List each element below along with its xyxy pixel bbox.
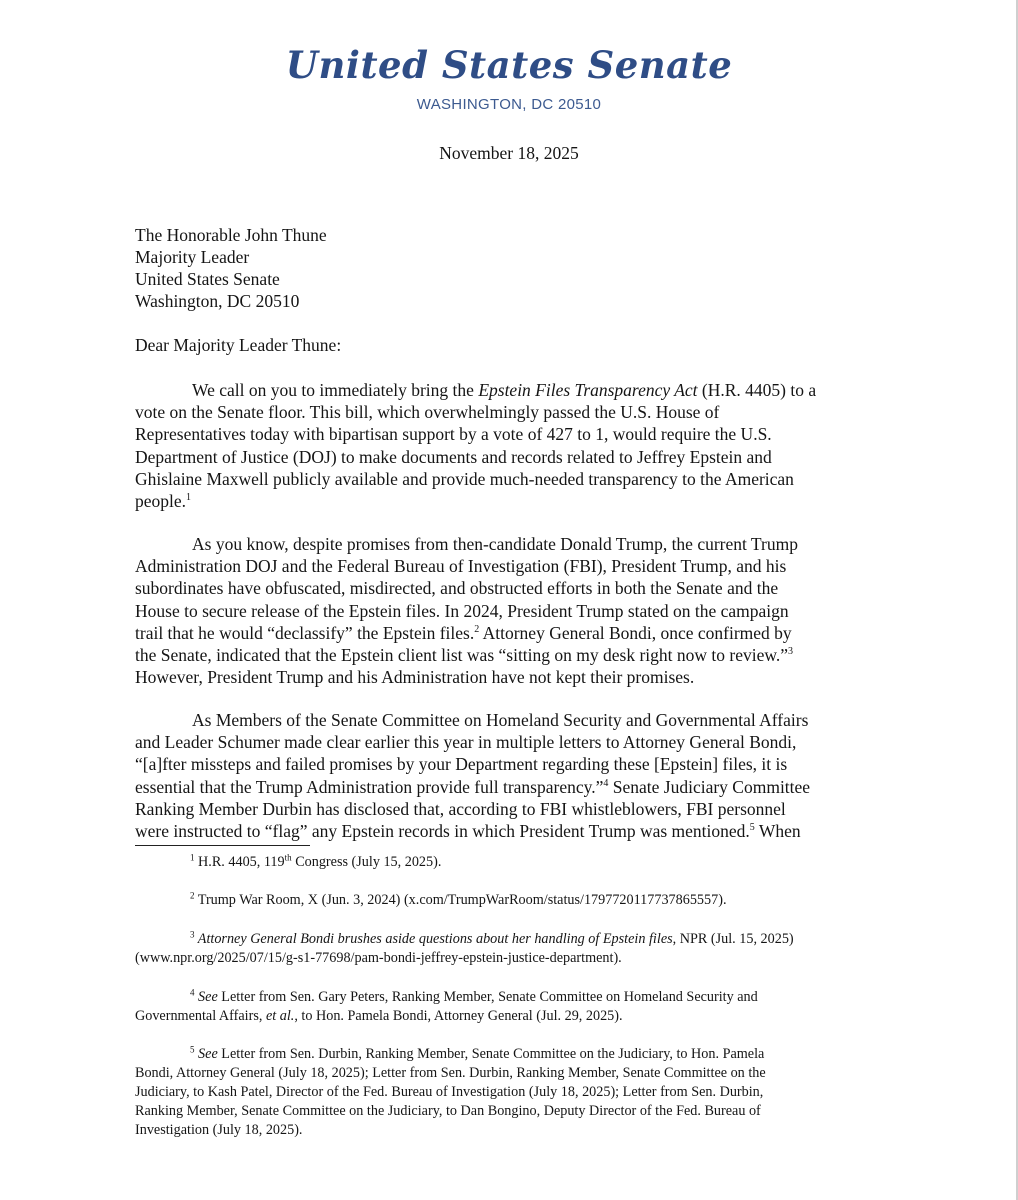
address-line: Majority Leader (135, 247, 250, 267)
footnote-3 (135, 930, 875, 968)
footnote-ref[interactable]: 1 (186, 492, 192, 504)
paragraph-line: vote on the Senate floor. This bill, which overwhelmingly passed the U.S. House of (135, 402, 720, 423)
footnote-line: Bondi, Attorney General (July 18, 2025); Letter from Sen. Durbin, Ranking Member, Senate Committee on the (135, 1065, 766, 1081)
footnote-5 (135, 1045, 875, 1140)
paragraph-3 (135, 709, 885, 842)
paragraph-line: As Members of the Senate Committee on Homeland Security and Governmental Affairs (192, 710, 809, 730)
paragraph-line: the Senate, indicated that the Epstein client list was “sitting on my desk right now to review.”$^3$ (135, 645, 794, 666)
footnote-2 (135, 891, 875, 910)
footnote-line: $^5$ See Letter from Sen. Durbin, Ranking Member, Senate Committee on the Judiciary, to Hon. Pamela (190, 1044, 765, 1062)
paragraph-line: As you know, despite promises from then-candidate Donald Trump, the current Trump (192, 534, 798, 554)
paragraph-line: Ghislaine Maxwell publicly available and provide much-needed transparency to the American (135, 468, 794, 489)
paragraph-line: However, President Trump and his Administration have not kept their promises. (135, 667, 695, 688)
paragraph-1 (135, 379, 885, 512)
paragraph-line: House to secure release of the Epstein files. In 2024, President Trump stated on the campaign (135, 600, 789, 621)
footnote-ref[interactable]: 4 (603, 777, 609, 789)
paragraph-line: “[a]fter missteps and failed promises by your Department regarding these [Epstein] files, it is (135, 754, 788, 775)
footnote-line: Ranking Member, Senate Committee on the Judiciary, to Dan Bongino, Deputy Director of the Fed. Bureau of (135, 1103, 761, 1119)
footnote-number: 4 (190, 987, 195, 998)
footnote-ref[interactable]: 2 (474, 623, 480, 635)
footnote-line: (www.npr.org/2025/07/15/g-s1-77698/pam-bondi-jeffrey-epstein-justice-department). (135, 950, 622, 966)
footnote-4 (135, 988, 875, 1026)
senate-title: United States Senate (285, 43, 733, 87)
footnote-number: 3 (190, 929, 195, 940)
paragraph-line: and Leader Schumer made clear earlier this year in multiple letters to Attorney General Bondi, (135, 732, 797, 753)
footnote-line: Judiciary, to Kash Patel, Director of the Fed. Bureau of Investigation (July 18, 2025); Letter from Sen. Durbin, (135, 1084, 764, 1100)
paragraph-line: essential that the Trump Administration provide full transparency.”$^4$ Senate Judiciary Committee (135, 776, 811, 797)
recipient-address (135, 224, 327, 312)
paragraph-line: Administration DOJ and the Federal Bureau of Investigation (FBI), President Trump, and his (135, 556, 787, 577)
address-line: Washington, DC 20510 (135, 291, 300, 311)
footnote-number: 1 (190, 852, 195, 863)
paragraph-line: We call on you to immediately bring the Epstein Files Transparency Act (H.R. 4405) to a (192, 380, 817, 400)
address-line: United States Senate (135, 269, 280, 289)
letterhead (0, 42, 1018, 113)
paragraph-line: people.$^1$ (135, 491, 192, 512)
paragraph-line: were instructed to “flag” any Epstein records in which President Trump was mentioned.$^5$ When (135, 821, 801, 842)
paragraph-line: trail that he would “declassify” the Epstein files.$^2$ Attorney General Bondi, once confirmed by (135, 622, 792, 643)
paragraph-line: Representatives today with bipartisan support by a vote of 427 to 1, would require the U.S. (135, 424, 772, 445)
footnote-line: $^4$ See Letter from Sen. Gary Peters, Ranking Member, Senate Committee on Homeland Security and (190, 987, 758, 1005)
address-line: The Honorable John Thune (135, 225, 327, 245)
footnote-number: 2 (190, 890, 195, 901)
footnote-line: $^1$ H.R. 4405, 119th Congress (July 15, 2025). (190, 852, 442, 870)
letter-date: November 18, 2025 (439, 143, 579, 163)
footnote-separator (135, 845, 310, 846)
salutation: Dear Majority Leader Thune: (135, 335, 342, 355)
footnote-line: $^2$ Trump War Room, X (Jun. 3, 2024) (x.com/TrumpWarRoom/status/1797720117737865557). (190, 890, 727, 908)
footnote-line: Governmental Affairs, et al., to Hon. Pamela Bondi, Attorney General (Jul. 29, 2025). (135, 1008, 623, 1024)
footnote-ref[interactable]: 3 (788, 646, 794, 658)
paragraph-2 (135, 533, 885, 688)
footnote-line: $^3$ Attorney General Bondi brushes aside questions about her handling of Epstein files, NPR (Jul. 15, 2025) (190, 929, 794, 947)
paragraph-line: Ranking Member Durbin has disclosed that, according to FBI whistleblowers, FBI personnel (135, 798, 786, 819)
footnote-1 (135, 853, 875, 872)
footnote-number: 5 (190, 1044, 195, 1055)
footnote-line: Investigation (July 18, 2025). (135, 1122, 303, 1138)
paragraph-line: Department of Justice (DOJ) to make documents and records related to Jeffrey Epstein and (135, 446, 772, 467)
paragraph-line: subordinates have obfuscated, misdirected, and obstructed efforts in both the Senate and the (135, 578, 779, 599)
footnote-ref[interactable]: 5 (749, 822, 755, 834)
senate-address: WASHINGTON, DC 20510 (416, 96, 602, 113)
